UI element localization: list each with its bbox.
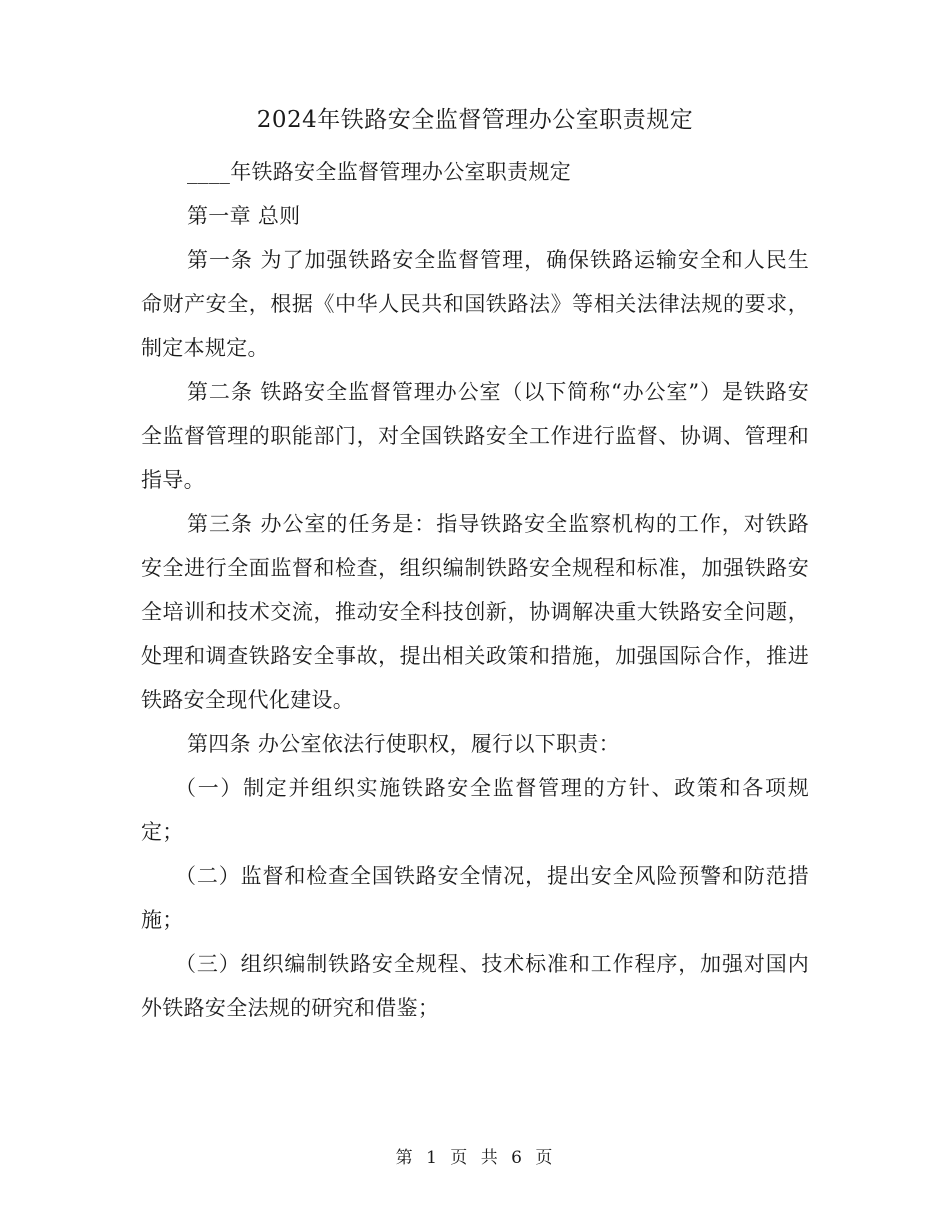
document-title: 2024年铁路安全监督管理办公室职责规定 bbox=[256, 107, 694, 133]
chapter-heading: 第一章 总则 bbox=[187, 204, 301, 228]
page-footer: 第 1 页 共 6 页 bbox=[395, 1148, 555, 1168]
article-2: 第二条 铁路安全监督管理办公室（以下简称“办公室”）是铁路安全监督管理的职能部门，对全国铁路安全工作进行监督、协调、管理和指导。 bbox=[141, 380, 809, 492]
duty-item-2: （二）监督和检查全国铁路安全情况，提出安全风险预警和防范措施； bbox=[141, 864, 809, 932]
duty-item-3: （三）组织编制铁路安全规程、技术标准和工作程序，加强对国内外铁路安全法规的研究和借鉴； bbox=[141, 952, 809, 1020]
article-1: 第一条 为了加强铁路安全监督管理，确保铁路运输安全和人民生命财产安全，根据《中华人民共和国铁路法》等相关法律法规的要求，制定本规定。 bbox=[141, 248, 809, 360]
article-3: 第三条 办公室的任务是：指导铁路安全监察机构的工作，对铁路安全进行全面监督和检查，组织编制铁路安全规程和标准，加强铁路安全培训和技术交流，推动安全科技创新，协调解决重大铁路安全问题，处理和调查铁路安全事故，提出相关政策和措施，加强国际合作，推进铁路安全现代化建设。 bbox=[141, 512, 809, 712]
duty-item-1: （一）制定并组织实施铁路安全监督管理的方针、政策和各项规定； bbox=[141, 776, 809, 844]
document-body bbox=[141, 150, 809, 1030]
document-subtitle: ____年铁路安全监督管理办公室职责规定 bbox=[187, 160, 571, 184]
article-4: 第四条 办公室依法行使职权，履行以下职责： bbox=[187, 732, 620, 756]
